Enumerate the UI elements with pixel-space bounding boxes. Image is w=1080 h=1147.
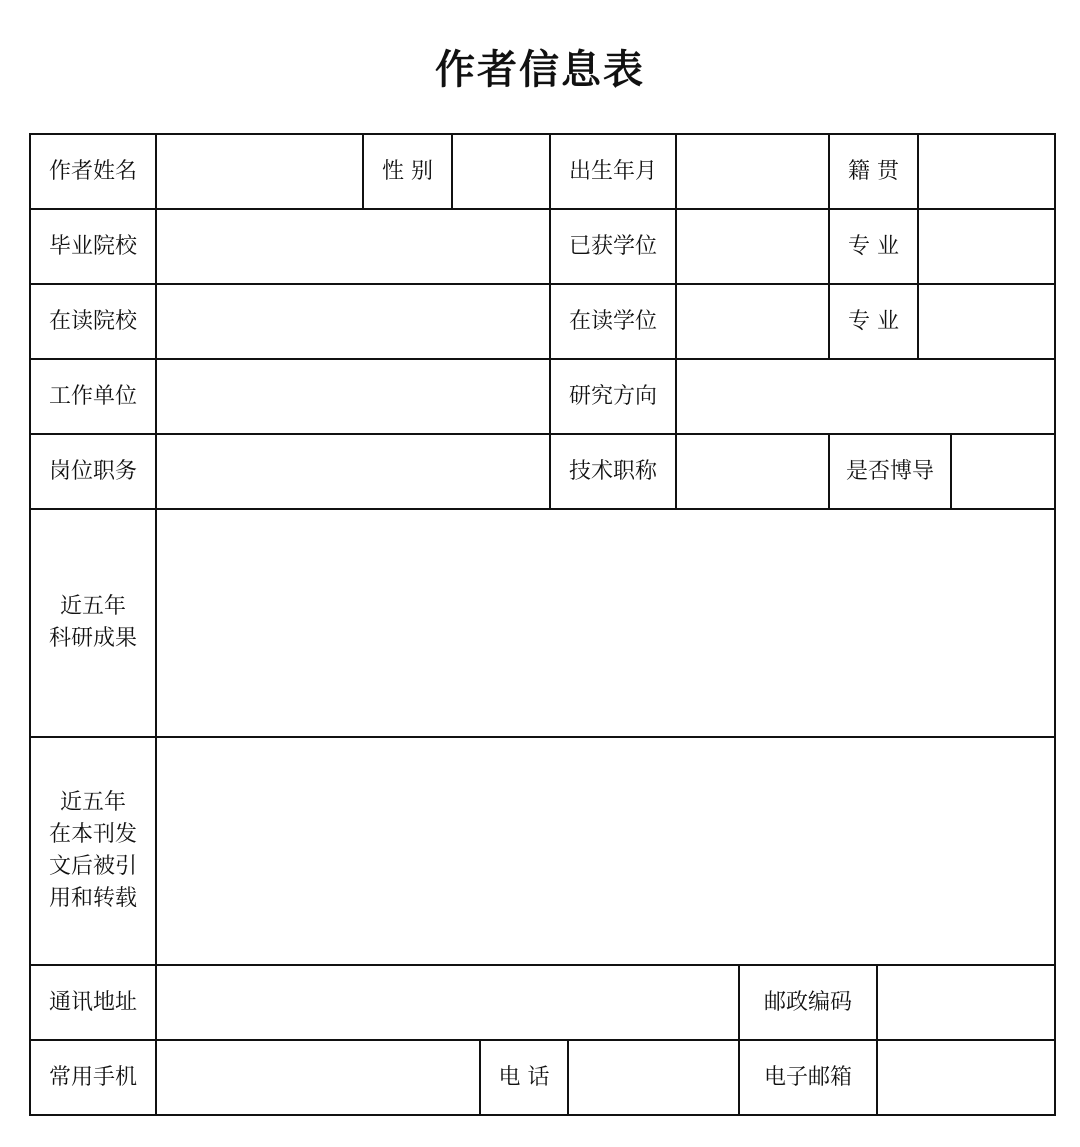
doctoral-supervisor-field[interactable] [950,433,1056,510]
recent-research-results-field[interactable] [155,508,1056,738]
work-unit-field[interactable] [155,358,551,435]
graduate-school-label: 毕业院校 [29,208,157,285]
recent-citations-field[interactable] [155,736,1056,966]
postal-code-label: 邮政编码 [738,964,878,1041]
recent-research-results-label: 近五年 科研成果 [29,508,157,738]
email-field[interactable] [876,1039,1056,1116]
current-school-field[interactable] [155,283,551,360]
current-degree-label: 在读学位 [549,283,677,360]
mailing-address-label: 通讯地址 [29,964,157,1041]
mailing-address-field[interactable] [155,964,740,1041]
mobile-phone-label: 常用手机 [29,1039,157,1116]
telephone-label: 电 话 [479,1039,569,1116]
major-field-1[interactable] [917,208,1056,285]
work-unit-label: 工作单位 [29,358,157,435]
major-field-2[interactable] [917,283,1056,360]
current-degree-field[interactable] [675,283,830,360]
obtained-degree-field[interactable] [675,208,830,285]
major-label-1: 专 业 [828,208,919,285]
technical-title-field[interactable] [675,433,830,510]
birth-date-field[interactable] [675,133,830,210]
author-info-form [29,133,1056,1116]
gender-label: 性 别 [362,133,453,210]
recent-citations-label: 近五年 在本刊发 文后被引 用和转载 [29,736,157,966]
postal-code-field[interactable] [876,964,1056,1041]
gender-field[interactable] [451,133,551,210]
technical-title-label: 技术职称 [549,433,677,510]
post-position-field[interactable] [155,433,551,510]
graduate-school-field[interactable] [155,208,551,285]
birth-date-label: 出生年月 [549,133,677,210]
author-name-field[interactable] [155,133,364,210]
telephone-field[interactable] [567,1039,740,1116]
page-title: 作者信息表 [435,47,645,93]
research-direction-field[interactable] [675,358,1056,435]
mobile-phone-field[interactable] [155,1039,481,1116]
doctoral-supervisor-label: 是否博导 [828,433,952,510]
email-label: 电子邮箱 [738,1039,878,1116]
current-school-label: 在读院校 [29,283,157,360]
post-position-label: 岗位职务 [29,433,157,510]
native-place-label: 籍 贯 [828,133,919,210]
author-name-label: 作者姓名 [29,133,157,210]
obtained-degree-label: 已获学位 [549,208,677,285]
research-direction-label: 研究方向 [549,358,677,435]
native-place-field[interactable] [917,133,1056,210]
major-label-2: 专 业 [828,283,919,360]
